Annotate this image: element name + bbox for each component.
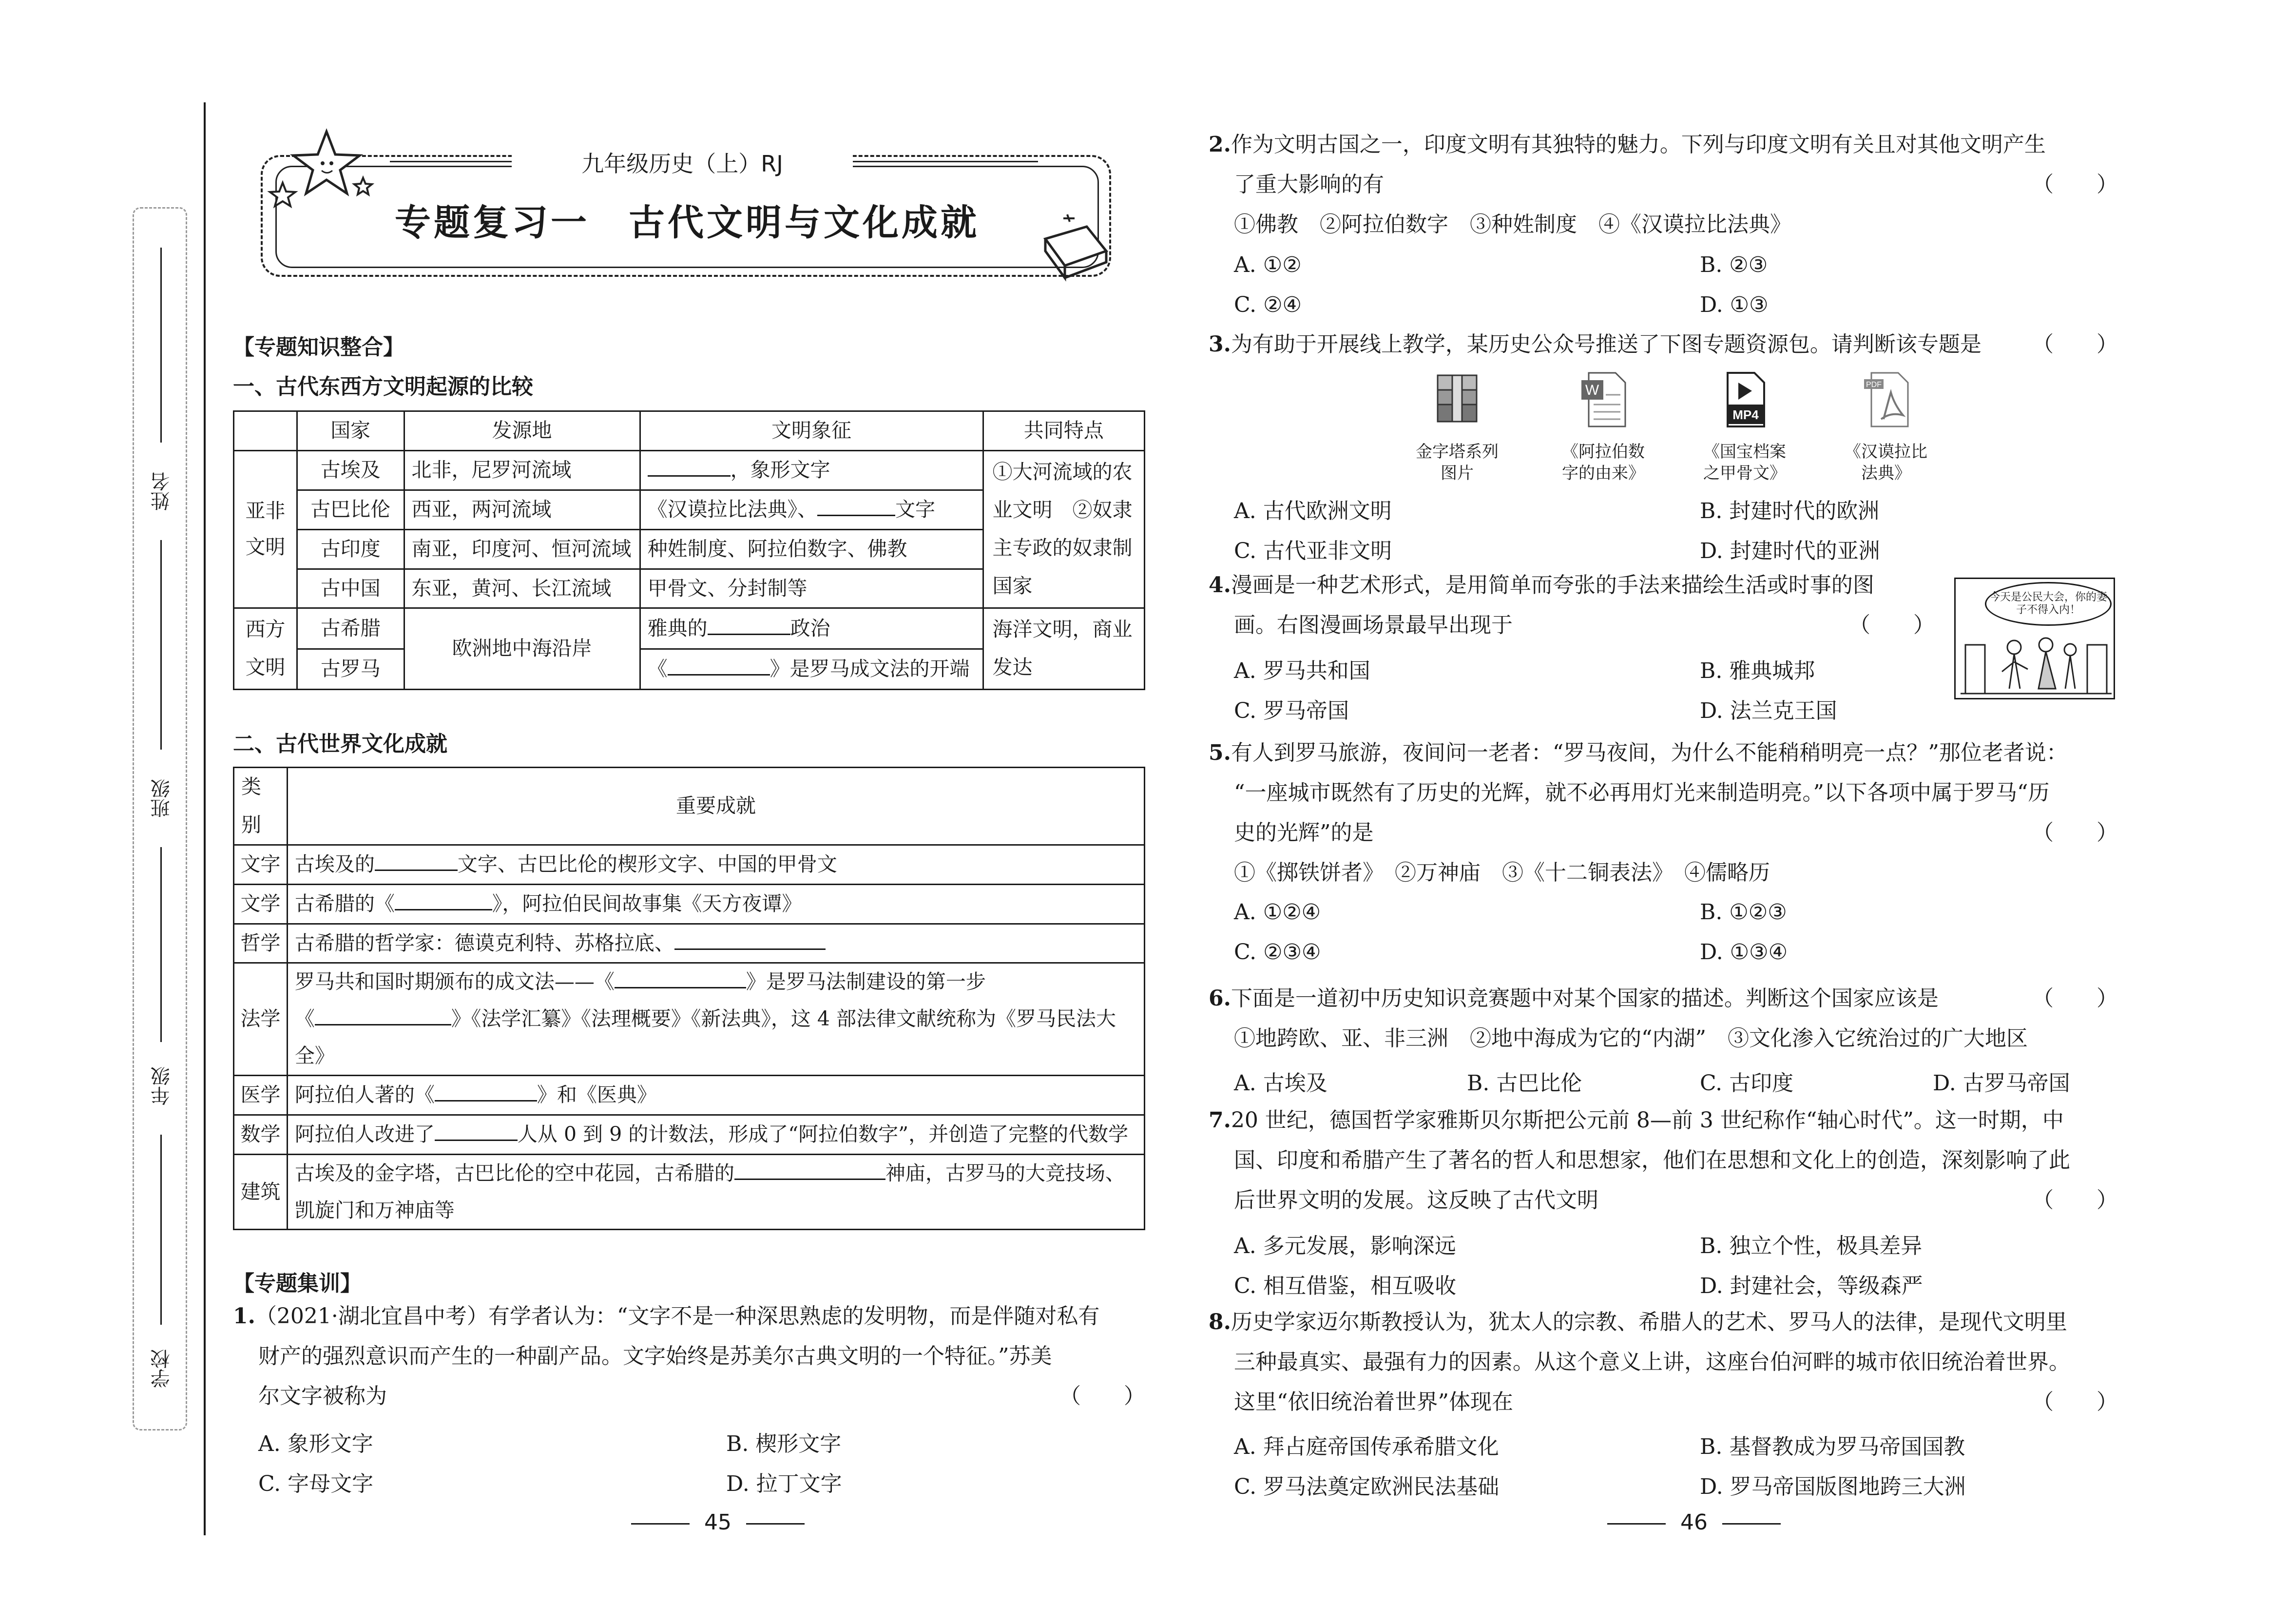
question-line <box>1209 979 2118 1019</box>
name-label: 姓名 <box>151 472 173 511</box>
country-cell: 古中国 <box>297 569 404 608</box>
category-cell: 哲学 <box>234 924 288 963</box>
question-line <box>1209 1382 2118 1422</box>
origin-cell: 西亚，两河流域 <box>404 490 640 529</box>
origin-cell: 东亚，黄河、长江流域 <box>404 569 640 608</box>
table-row <box>234 450 1145 490</box>
grade-label: 九年级历史（上）RJ <box>512 146 853 178</box>
achievement-text: 古希腊的哲学家：德谟克利特、苏格拉底、 <box>294 931 674 955</box>
achievement-text: 罗马共和国时期颁布的成文法——《 <box>294 970 615 994</box>
achievement-text: 》《法学汇纂》《法理概要》《新法典》，这 4 部法律文献统称为《罗马民法大全》 <box>294 1007 1116 1068</box>
question-number: 1. <box>233 1304 255 1329</box>
symbol-cell: 种姓制度、阿拉伯数字、佛教 <box>640 529 983 569</box>
header-blank <box>234 411 297 451</box>
origin-cell: 欧洲地中海沿岸 <box>404 608 640 690</box>
col-header: 国家 <box>297 411 404 451</box>
col-header: 类别 <box>234 768 288 845</box>
question-line: 三种最真实、最强有力的因素。从这个意义上讲，这座台伯河畔的城市依旧统治着世界。 <box>1234 1350 2070 1374</box>
question-items: ①《掷铁饼者》 ②万神庙 ③《十二铜表法》 ④儒略历 <box>1234 860 1770 885</box>
question-number: 5. <box>1209 740 1231 765</box>
page-dash <box>1722 1523 1781 1525</box>
option-d[interactable]: D. 封建时代的亚洲 <box>1700 539 1880 563</box>
symbol-cell <box>640 490 983 529</box>
achievement-cell <box>287 1154 1144 1230</box>
page-number-right <box>1593 1510 1795 1535</box>
fill-blank[interactable] <box>648 456 731 477</box>
achievement-cell <box>287 845 1144 884</box>
cartoon-image <box>1954 578 2115 699</box>
col-header: 文明象征 <box>640 411 983 451</box>
question-number: 6. <box>1209 986 1231 1011</box>
question-3 <box>1209 325 2118 365</box>
question-line: “一座城市既然有了历史的光辉，就不必再用灯光来制造明亮。”以下各项中属于罗马“历 <box>1234 780 2050 805</box>
origin-cell: 北非，尼罗河流域 <box>404 450 640 490</box>
fill-blank[interactable] <box>668 655 770 676</box>
resource-pdf[interactable] <box>1837 370 1935 484</box>
symbol-text: 政治 <box>790 616 830 640</box>
question-number: 2. <box>1209 132 1231 157</box>
option-b[interactable]: B. 楔形文字 <box>726 1431 842 1456</box>
page-title: 专题复习一 古代文明与文化成就 <box>395 202 980 244</box>
symbol-cell: 甲骨文、分封制等 <box>640 569 983 608</box>
symbol-text: 》是罗马成文法的开端 <box>769 657 970 681</box>
option-a[interactable]: A. 拜占庭帝国传承希腊文化 <box>1234 1434 1499 1459</box>
option-d[interactable]: D. ①③④ <box>1700 940 1788 965</box>
civilization-origin-table <box>233 410 1145 690</box>
option-d[interactable]: D. ①③ <box>1700 292 1769 317</box>
question-text: 20 世纪，德国哲学家雅斯贝尔斯把公元前 8—前 3 世纪称作“轴心时代”。这一时期，中 <box>1231 1108 2064 1133</box>
answer-paren[interactable]: （ ） <box>2032 172 2118 197</box>
table-row <box>234 845 1145 884</box>
symbol-text: 《 <box>647 657 668 681</box>
achievement-cell <box>287 963 1144 1076</box>
table-row <box>234 608 1145 649</box>
page-number-text: 45 <box>704 1510 731 1535</box>
fill-blank[interactable] <box>615 967 746 988</box>
option-a[interactable]: A. ①②④ <box>1234 900 1321 925</box>
question-text: 后世界文明的发展。这反映了古代文明 <box>1234 1188 1598 1213</box>
option-d[interactable]: D. 拉丁文字 <box>726 1471 842 1496</box>
table-row <box>234 963 1145 1076</box>
question-line <box>1209 1101 2118 1141</box>
practice-section-heading: 【专题集训】 <box>233 1271 362 1296</box>
cultural-achievements-table <box>233 767 1145 1230</box>
common-cell: 海洋文明，商业发达 <box>983 608 1145 690</box>
option-c[interactable]: C. 罗马帝国 <box>1234 698 1349 723</box>
table-row <box>234 1075 1145 1115</box>
table-header-row <box>234 768 1145 845</box>
question-text: 历史学家迈尔斯教授认为，犹太人的宗教、希腊人的艺术、罗马人的法律，是现代文明里 <box>1231 1310 2067 1334</box>
part1-heading: 一、古代东西方文明起源的比较 <box>233 374 533 399</box>
option-a[interactable]: A. 古代欧洲文明 <box>1234 499 1392 523</box>
question-items: ①佛教 ②阿拉伯数字 ③种姓制度 ④《汉谟拉比法典》 <box>1234 212 1791 237</box>
achievement-text: 古埃及的 <box>294 852 375 876</box>
symbol-text: 《汉谟拉比法典》、 <box>647 497 818 521</box>
question-line: 财产的强烈意识而产生的一种副产品。文字始终是苏美尔古典文明的一个特征。”苏美 <box>258 1344 1052 1369</box>
option-b[interactable]: B. 古巴比伦 <box>1467 1071 1582 1096</box>
cartoon-figures-icon <box>1956 625 2114 698</box>
answer-paren[interactable]: （ ） <box>2032 1390 2118 1414</box>
option-b[interactable]: B. 封建时代的欧洲 <box>1700 499 1880 523</box>
table-row <box>234 884 1145 924</box>
fill-blank[interactable] <box>315 1005 451 1025</box>
option-d[interactable]: D. 古罗马帝国 <box>1933 1071 2070 1096</box>
book-icon <box>1033 205 1111 283</box>
page-dash <box>631 1523 690 1525</box>
option-c[interactable]: C. 罗马法奠定欧洲民法基础 <box>1234 1474 1500 1499</box>
achievement-text: 》是罗马法制建设的第一步 <box>746 970 986 994</box>
symbol-cell <box>640 450 983 490</box>
fill-blank[interactable] <box>734 1159 885 1180</box>
col-header: 重要成就 <box>287 768 1144 845</box>
achievement-text: 《 <box>294 1007 315 1031</box>
symbol-text: 文字 <box>895 497 936 521</box>
achievement-text: 阿拉伯人著的《 <box>294 1083 435 1106</box>
option-a[interactable]: A. ①② <box>1234 252 1302 277</box>
category-cell: 法学 <box>234 963 288 1076</box>
achievement-cell <box>287 924 1144 963</box>
question-4 <box>1209 565 1940 645</box>
resource-archive[interactable] <box>1408 370 1506 484</box>
question-text: （2021·湖北宜昌中考）有学者认为：“文字不是一种深思熟虑的发明物，而是伴随对私有 <box>255 1304 1100 1329</box>
question-number: 4. <box>1209 573 1231 598</box>
option-b[interactable]: B. 基督教成为罗马帝国国教 <box>1700 1434 1965 1459</box>
pdf-file-icon <box>1854 370 1918 429</box>
resource-mp4[interactable] <box>1696 370 1793 484</box>
resource-label: 金字塔系列图片 <box>1416 442 1499 483</box>
question-number: 7. <box>1209 1108 1231 1133</box>
grade-line <box>160 847 162 1042</box>
question-1 <box>233 1296 1145 1416</box>
table-row <box>234 924 1145 963</box>
svg-text:PDF: PDF <box>1866 381 1882 389</box>
resource-label: 《汉谟拉比法典》 <box>1845 442 1927 483</box>
col-header: 发源地 <box>404 411 640 451</box>
fill-blank[interactable] <box>435 1081 537 1102</box>
binding-margin <box>133 207 187 1431</box>
school-line <box>160 1135 162 1325</box>
option-b[interactable]: B. 雅典城邦 <box>1700 658 1815 683</box>
category-cell: 建筑 <box>234 1154 288 1230</box>
option-a[interactable]: A. 古埃及 <box>1234 1071 1327 1096</box>
question-text: 史的光辉”的是 <box>1234 820 1374 845</box>
question-text: 下面是一道初中历史知识竞赛题中对某个国家的描述。判断这个国家应该是 <box>1231 986 1939 1011</box>
option-c[interactable]: C. ②④ <box>1234 292 1302 317</box>
option-c[interactable]: C. 字母文字 <box>258 1471 374 1496</box>
symbol-text: ，象形文字 <box>730 458 830 482</box>
option-b[interactable]: B. ①②③ <box>1700 900 1787 925</box>
archive-file-icon <box>1425 370 1489 429</box>
category-cell: 医学 <box>234 1075 288 1115</box>
grade-rule-left <box>390 161 521 162</box>
option-c[interactable]: C. 古印度 <box>1700 1071 1794 1096</box>
option-c[interactable]: C. ②③④ <box>1234 940 1321 965</box>
school-label: 学校 <box>151 1349 173 1388</box>
origin-cell: 南亚，印度河、恒河流域 <box>404 529 640 569</box>
option-a[interactable]: A. 罗马共和国 <box>1234 658 1370 683</box>
question-line <box>1209 125 2118 165</box>
answer-paren[interactable]: （ ） <box>2032 986 2118 1011</box>
col-header: 共同特点 <box>983 411 1145 451</box>
question-number: 8. <box>1209 1310 1231 1334</box>
question-number: 3. <box>1209 332 1231 357</box>
symbol-cell <box>640 608 983 649</box>
video-file-icon <box>1713 370 1776 429</box>
speech-bubble: 今天是公民大会，你的妻子不得入内！ <box>1985 582 2112 626</box>
question-line <box>1209 733 2118 773</box>
category-cell: 文字 <box>234 845 288 884</box>
question-6 <box>1209 979 2118 1059</box>
question-line <box>1209 165 2118 205</box>
achievement-text: 古希腊的《 <box>294 891 395 915</box>
fill-blank[interactable] <box>435 1120 518 1141</box>
option-a[interactable]: A. 多元发展，影响深远 <box>1234 1234 1456 1258</box>
option-b[interactable]: B. 独立个性，极具差异 <box>1700 1234 1923 1258</box>
region-cell: 亚非文明 <box>234 450 297 608</box>
question-line <box>233 1296 1145 1336</box>
country-cell: 古印度 <box>297 529 404 569</box>
question-line <box>1209 813 2118 853</box>
star-decoration-icon <box>253 124 380 222</box>
question-text: 作为文明古国之一，印度文明有其独特的魅力。下列与印度文明有关且对其他文明产生 <box>1231 132 2046 157</box>
resource-label: 《国宝档案之甲骨文》 <box>1703 442 1786 483</box>
resource-word-doc[interactable] <box>1555 370 1652 484</box>
page-dash <box>1607 1523 1666 1525</box>
word-document-icon <box>1572 370 1635 429</box>
table-row <box>234 1154 1145 1230</box>
country-cell: 古巴比伦 <box>297 490 404 529</box>
achievement-text: 阿拉伯人改进了 <box>294 1122 435 1146</box>
symbol-text: 雅典的 <box>647 616 708 640</box>
answer-paren[interactable]: （ ） <box>2032 332 2118 357</box>
question-line <box>1209 565 1940 605</box>
fill-blank[interactable] <box>817 495 895 516</box>
achievement-text: 古埃及的金字塔，古巴比伦的空中花园，古希腊的 <box>294 1161 734 1185</box>
achievement-text: 文字、古巴比伦的楔形文字、中国的甲骨文 <box>457 852 837 876</box>
option-c[interactable]: C. 相互借鉴，相互吸收 <box>1234 1274 1457 1298</box>
question-line <box>1209 1180 2118 1220</box>
name-line <box>160 248 162 443</box>
svg-text:W: W <box>1585 382 1599 398</box>
option-d[interactable]: D. 封建社会，等级森严 <box>1700 1274 1923 1298</box>
option-b[interactable]: B. ②③ <box>1700 252 1768 277</box>
question-text: 了重大影响的有 <box>1234 172 1384 197</box>
achievement-text: 神庙，古罗马的大竞技场、凯旋门和万神庙等 <box>294 1161 1125 1222</box>
country-cell: 古希腊 <box>297 608 404 649</box>
question-line <box>233 1376 1145 1416</box>
question-line <box>1209 1302 2118 1342</box>
question-5 <box>1209 733 2118 893</box>
question-line <box>1209 325 2118 365</box>
question-text: 画。右图漫画场景最早出现于 <box>1234 613 1513 638</box>
question-7 <box>1209 1101 2118 1220</box>
achievement-text: 》，阿拉伯民间故事集《天方夜谭》 <box>492 891 802 915</box>
resource-label: 《阿拉伯数字的由来》 <box>1562 442 1645 483</box>
question-text: 为有助于开展线上教学，某历史公众号推送了下图专题资源包。请判断该专题是 <box>1231 332 1981 357</box>
category-cell: 文学 <box>234 884 288 924</box>
knowledge-section-heading: 【专题知识整合】 <box>233 335 404 360</box>
question-text: 这里“依旧统治着世界”体现在 <box>1234 1390 1513 1414</box>
table-header-row <box>234 411 1145 451</box>
class-line <box>160 540 162 750</box>
answer-paren[interactable]: （ ） <box>2032 1188 2118 1213</box>
page-dash <box>746 1523 805 1525</box>
part2-heading: 二、古代世界文化成就 <box>233 732 447 756</box>
option-a[interactable]: A. 象形文字 <box>258 1431 373 1456</box>
achievement-cell <box>287 1115 1144 1154</box>
achievement-text: 人从 0 到 9 的计数法，形成了“阿拉伯数字”，并创造了完整的代数学 <box>517 1122 1129 1146</box>
question-text: 有人到罗马旅游，夜间问一老者：“罗马夜间，为什么不能稍稍明亮一点？”那位老者说： <box>1231 740 2068 765</box>
achievement-text: 》和《医典》 <box>537 1083 657 1106</box>
fill-blank[interactable] <box>674 929 826 950</box>
answer-paren[interactable]: （ ） <box>1849 613 1935 638</box>
question-text: 漫画是一种艺术形式，是用简单而夸张的手法来描绘生活或时事的图 <box>1231 573 1874 598</box>
question-text: 尔文字被称为 <box>258 1384 387 1409</box>
category-cell: 数学 <box>234 1115 288 1154</box>
question-line <box>1209 605 1935 645</box>
option-c[interactable]: C. 古代亚非文明 <box>1234 539 1392 563</box>
answer-paren[interactable]: （ ） <box>1059 1384 1145 1409</box>
question-items: ①地跨欧、亚、非三洲 ②地中海成为它的“内湖” ③文化渗入它统治过的广大地区 <box>1234 1026 2028 1051</box>
country-cell: 古埃及 <box>297 450 404 490</box>
question-line: 国、印度和希腊产生了著名的哲人和思想家，他们在思想和文化上的创造，深刻影响了此 <box>1234 1148 2070 1173</box>
table-row <box>234 1115 1145 1154</box>
grade-label: 年级 <box>151 1066 173 1105</box>
question-8 <box>1209 1302 2118 1422</box>
option-d[interactable]: D. 法兰克王国 <box>1700 698 1837 723</box>
fill-blank[interactable] <box>375 850 458 871</box>
country-cell: 古罗马 <box>297 649 404 689</box>
answer-paren[interactable]: （ ） <box>2032 820 2118 845</box>
symbol-cell <box>640 649 983 689</box>
achievement-cell <box>287 884 1144 924</box>
grade-rule-right <box>843 161 1038 162</box>
region-cell: 西方文明 <box>234 608 297 690</box>
page-number-text: 46 <box>1680 1510 1708 1535</box>
achievement-cell <box>287 1075 1144 1115</box>
common-cell: ①大河流域的农业文明 ②奴隶主专政的奴隶制国家 <box>983 450 1145 608</box>
option-d[interactable]: D. 罗马帝国版图地跨三大洲 <box>1700 1474 1966 1499</box>
fill-blank[interactable] <box>395 889 492 910</box>
margin-rule <box>204 102 206 1535</box>
class-label: 班级 <box>151 779 173 818</box>
fill-blank[interactable] <box>708 614 790 635</box>
page-number-left <box>616 1510 819 1535</box>
svg-text:MP4: MP4 <box>1732 407 1759 422</box>
question-2 <box>1209 125 2118 245</box>
